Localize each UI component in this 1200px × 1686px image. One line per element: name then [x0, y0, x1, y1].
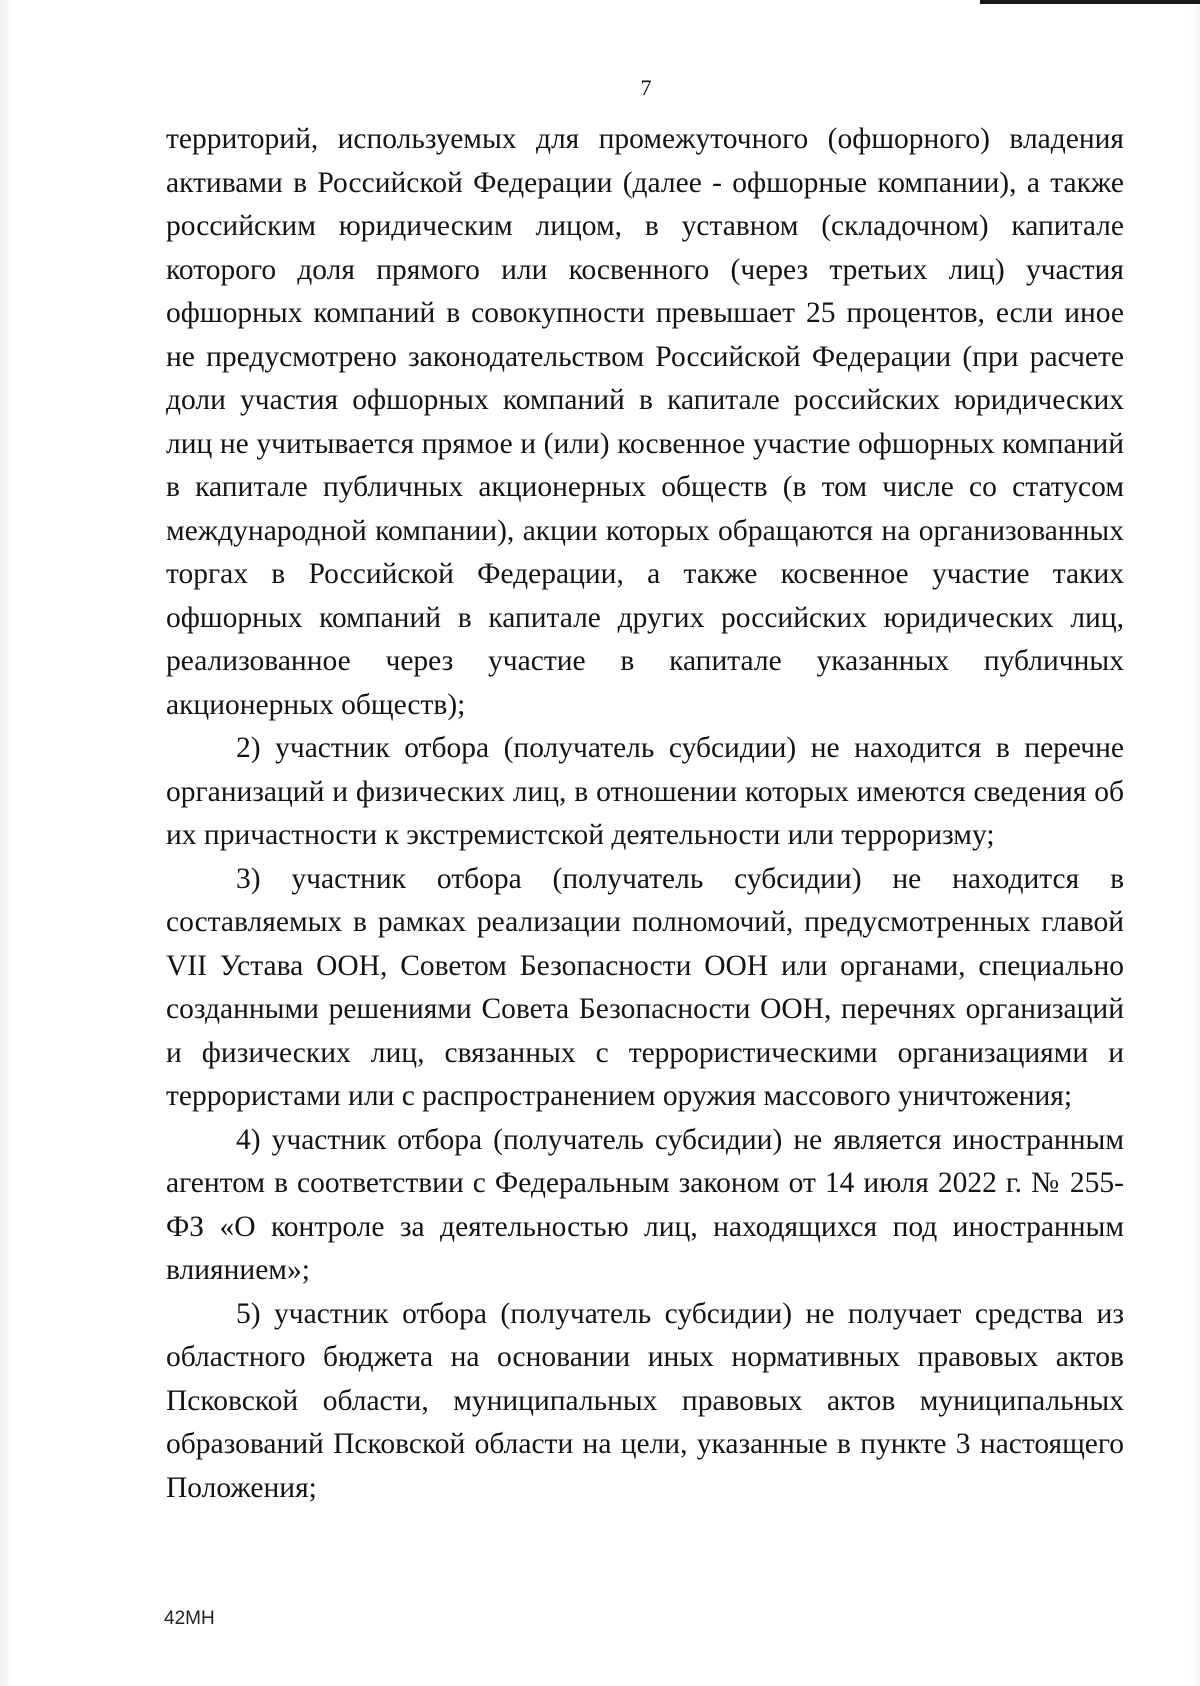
- page-number: 7: [640, 75, 652, 100]
- footer-code: 42МН: [164, 1608, 215, 1629]
- paragraph-item-3: 3) участник отбора (получатель субсидии) не находится в составляемых в рамках реализации полномочий, предусмотренных главой VII Устава ООН, Советом Безопасности ООН или органами, специально созданными решениями Совета Безопасности ООН, перечнях организаций и физических лиц, связанных с террористическими организациями и террористами или с распространением оружия массового уничтожения;: [166, 862, 1124, 1112]
- paragraph-item-5: 5) участник отбора (получатель субсидии) не получает средства из областного бюджета на основании иных нормативных правовых актов Псковской области, муниципальных правовых актов муниципальных образований Псковской области на цели, указанные в пункте 3 настоящего Положения;: [166, 1297, 1124, 1504]
- paragraph-offshore-continuation: территорий, используемых для промежуточного (офшорного) владения активами в Российской Федерации (далее - офшорные компании), а также российским юридическим лицом, в уставном (складочном) капитале которого доля прямого или косвенного (через третьих лиц) участия офшорных компаний в совокупности превышает 25 процентов, если иное не предусмотрено законодательством Российской Федерации (при расчете доли участия офшорных компаний в капитале российских юридических лиц не учитывается прямое и (или) косвенное участие офшорных компаний в капитале публичных акционерных обществ (в том числе со статусом международной компании), акции которых обращаются на организованных торгах в Российской Федерации, а также косвенное участие таких офшорных компаний в капитале других российских юридических лиц, реализованное через участие в капитале указанных публичных акционерных обществ);: [166, 123, 1124, 721]
- scan-top-rule: [980, 0, 1200, 4]
- paragraph-item-4: 4) участник отбора (получатель субсидии) не является иностранным агентом в соответствии с Федеральным законом от 14 июля 2022 г. № 255-ФЗ «О контроле за деятельностью лиц, находящихся под иностранным влиянием»;: [166, 1123, 1124, 1286]
- paragraph-item-2: 2) участник отбора (получатель субсидии) не находится в перечне организаций и физических лиц, в отношении которых имеются сведения об их причастности к экстремистской деятельности или терроризму;: [166, 732, 1124, 851]
- scan-edge-left: [0, 0, 14, 1686]
- document-body: [166, 118, 1124, 1510]
- scan-edge-right: [1190, 0, 1200, 1686]
